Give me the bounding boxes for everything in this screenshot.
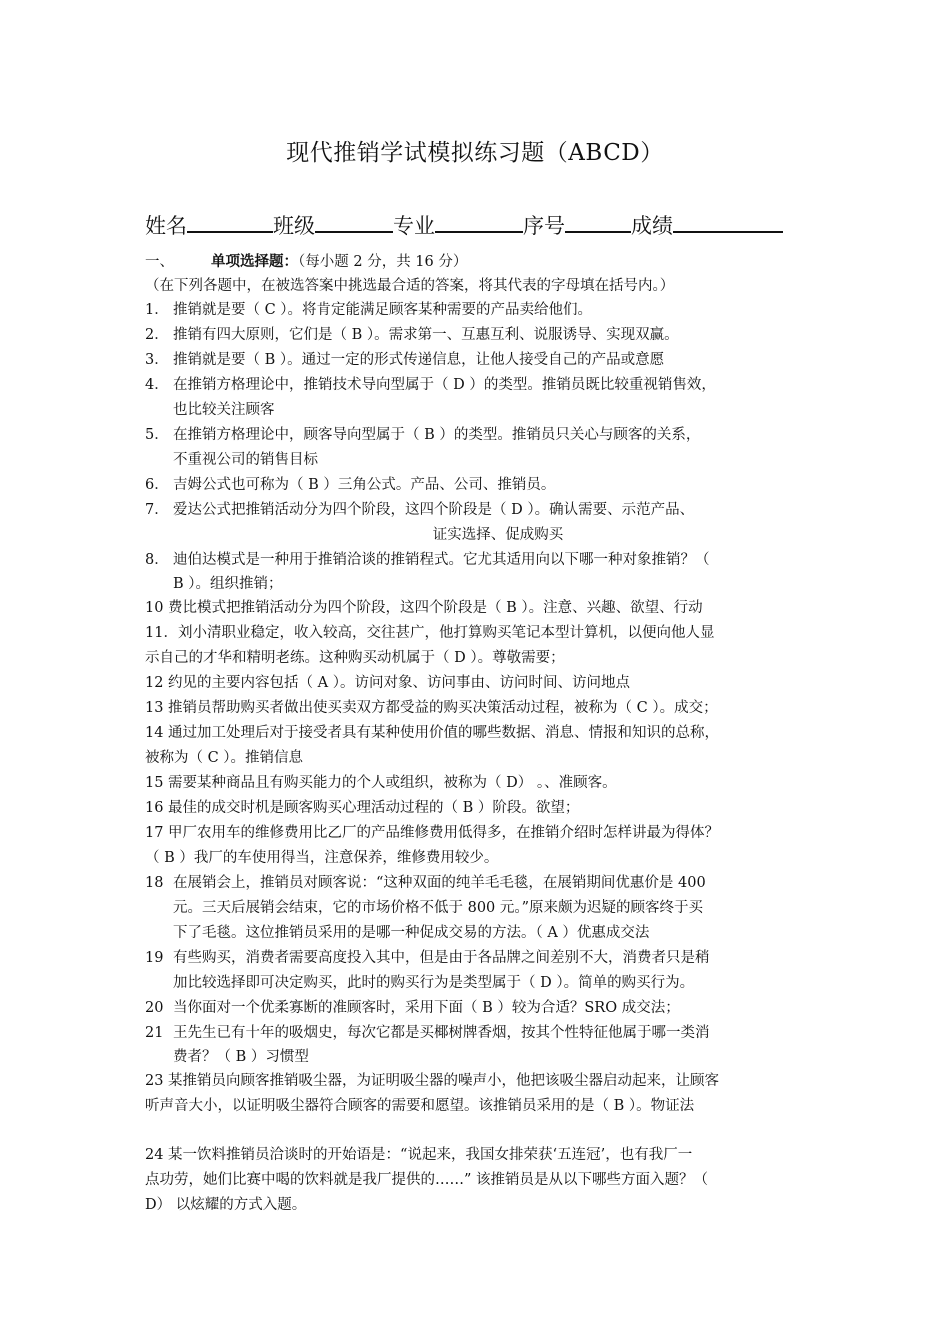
- seq-label: 序号: [523, 214, 565, 238]
- major-label: 专业: [393, 214, 435, 238]
- question-line: [145, 748, 825, 768]
- section-number: 一、: [145, 254, 174, 270]
- question-text: 被称为（ C ）。推销信息: [145, 750, 304, 766]
- question-line: [173, 898, 823, 918]
- question-text: 推销就是要（ B ）。通过一定的形式传递信息，让他人接受自己的产品或意愿: [173, 352, 665, 368]
- question-text: 23 某推销员向顾客推销吸尘器，为证明吸尘器的噪声小，他把该吸尘器启动起来，让顾客: [145, 1073, 720, 1089]
- question-line: [173, 450, 823, 470]
- question-number: 1．: [145, 302, 169, 318]
- question-text: 13 推销员帮助购买者做出使买卖双方都受益的购买决策活动过程，被称为（ C ）。成交；: [145, 700, 718, 716]
- question-text: 推销就是要（ C ）。将肯定能满足顾客某种需要的产品卖给他们。: [173, 302, 593, 318]
- question-text: 下了毛毯。这位推销员采用的是哪一种促成交易的方法。（ A ）优惠成交法: [173, 925, 650, 941]
- question-line: [145, 873, 825, 893]
- question-text: 迪伯达模式是一种用于推销洽谈的推销程式。它尤其适用向以下哪一种对象推销？（: [173, 552, 710, 568]
- major-blank: [435, 213, 523, 233]
- question-text: 费者？（ B ）习惯型: [173, 1049, 309, 1065]
- question-number: 4．: [145, 377, 169, 393]
- question-text: 爱达公式把推销活动分为四个阶段，这四个阶段是（ D ）。确认需要、示范产品、: [173, 502, 695, 518]
- question-text: 元。三天后展销会结束，它的市场价格不低于 800 元。”原来颇为迟疑的顾客终于买: [173, 900, 704, 916]
- question-line: [173, 923, 823, 943]
- question-line: [173, 400, 823, 420]
- question-line: [173, 1047, 823, 1067]
- question-line: [145, 1170, 825, 1190]
- class-blank: [315, 213, 393, 233]
- question-line: [145, 598, 825, 618]
- question-line: [173, 574, 823, 594]
- question-text: 12 约见的主要内容包括（ A ）。访问对象、访问事由、访问时间、访问地点: [145, 675, 630, 691]
- name-label: 姓名: [145, 214, 187, 238]
- question-line: [145, 1145, 825, 1165]
- question-text: 16 最佳的成交时机是顾客购买心理活动过程的（ B ）阶段。欲望；: [145, 800, 580, 816]
- seq-blank: [565, 213, 631, 233]
- question-line: [145, 425, 825, 445]
- question-text: 吉姆公式也可称为（ B ）三角公式。产品、公司、推销员。: [173, 477, 556, 493]
- question-line: [145, 300, 825, 320]
- question-line: [145, 1071, 825, 1091]
- question-line: [145, 848, 825, 868]
- question-text: 10 费比模式把推销活动分为四个阶段，这四个阶段是（ B ）。注意、兴趣、欲望、行动: [145, 600, 703, 616]
- question-line: [145, 673, 825, 693]
- question-text: 示自己的才华和精明老练。这种购买动机属于（ D ）。尊敬需要；: [145, 650, 565, 666]
- question-line: [145, 375, 825, 395]
- question-number: 2．: [145, 327, 169, 343]
- question-number: 21: [145, 1025, 164, 1041]
- student-info-line: [145, 210, 825, 240]
- page-title: 现代推销学试模拟练习题（ABCD）: [286, 140, 664, 166]
- question-line: [145, 475, 825, 495]
- question-number: 8．: [145, 552, 169, 568]
- question-text: D） 以炫耀的方式入题。: [145, 1197, 307, 1213]
- section-instruction: （在下列各题中，在被选答案中挑选最合适的答案，将其代表的字母填在括号内。）: [145, 278, 675, 294]
- score-label: 成绩: [631, 214, 673, 238]
- question-number: 19: [145, 950, 164, 966]
- question-text: 不重视公司的销售目标: [173, 452, 318, 468]
- question-text: 有些购买，消费者需要高度投入其中，但是由于各品牌之间差别不大，消费者只是稍: [173, 950, 710, 966]
- section-note: （每小题 2 分，共 16 分）: [298, 254, 468, 270]
- score-blank: [673, 213, 783, 233]
- question-text: 当你面对一个优柔寡断的准顾客时，采用下面（ B ）较为合适？SRO 成交法；: [173, 1000, 680, 1016]
- question-line: [145, 698, 825, 718]
- question-number: 18: [145, 875, 164, 891]
- question-line: [173, 973, 823, 993]
- question-text: 24 某一饮料推销员洽谈时的开始语是：“说起来，我国女排荣获‘五连冠’，也有我厂一: [145, 1147, 693, 1163]
- question-line: [145, 500, 825, 520]
- question-text: （ B ）我厂的车使用得当，注意保养，维修费用较少。: [145, 850, 499, 866]
- name-blank: [187, 213, 273, 233]
- question-line: [145, 350, 825, 370]
- question-text: 在推销方格理论中，顾客导向型属于（ B ）的类型。推销员只关心与顾客的关系，: [173, 427, 701, 443]
- section-title: 单项选择题：: [211, 253, 298, 270]
- question-text: 点功劳，她们比赛中喝的饮料就是我厂提供的……” 该推销员是从以下哪些方面入题？（: [145, 1172, 709, 1188]
- question-line: [145, 325, 825, 345]
- question-line: [145, 948, 825, 968]
- question-text: 在展销会上，推销员对顾客说：“这种双面的纯羊毛毛毯，在展销期间优惠价是 400: [173, 875, 706, 891]
- class-label: 班级: [273, 214, 315, 238]
- question-line: [145, 648, 825, 668]
- question-text: 加比较选择即可决定购买，此时的购买行为是类型属于（ D ）。简单的购买行为。: [173, 975, 695, 991]
- question-line: [145, 1195, 825, 1215]
- question-line: [145, 798, 825, 818]
- question-line: [145, 1023, 825, 1043]
- question-line: [145, 623, 825, 643]
- question-text: 在推销方格理论中，推销技术导向型属于（ D ）的类型。推销员既比较重视销售效，: [173, 377, 716, 393]
- question-line: [145, 723, 825, 743]
- question-line: [145, 550, 825, 570]
- question-text: 11．刘小清职业稳定，收入较高，交往甚广，他打算购买笔记本型计算机，以便向他人显: [145, 625, 715, 641]
- question-line: [145, 1096, 825, 1116]
- question-text: 听声音大小，以证明吸尘器符合顾客的需要和愿望。该推销员采用的是（ B ）。物证法: [145, 1098, 695, 1114]
- question-text: 推销有四大原则，它们是（ B ）。需求第一、互惠互利、说服诱导、实现双赢。: [173, 327, 679, 343]
- question-line: [0, 525, 950, 545]
- question-text: 17 甲厂农用车的维修费用比乙厂的产品维修费用低得多，在推销介绍时怎样讲最为得体？: [145, 825, 720, 841]
- question-text: 14 通过加工处理后对于接受者具有某种使用价值的哪些数据、消息、情报和知识的总称，: [145, 725, 720, 741]
- question-number: 3．: [145, 352, 169, 368]
- question-line: [145, 823, 825, 843]
- section-heading: [145, 252, 825, 272]
- question-number: 6．: [145, 477, 169, 493]
- question-line: [145, 998, 825, 1018]
- question-number: 5．: [145, 427, 169, 443]
- question-text: 证实选择、促成购买: [432, 527, 564, 543]
- question-number: 7．: [145, 502, 169, 518]
- question-text: 王先生已有十年的吸烟史，每次它都是买椰树牌香烟，按其个性特征他属于哪一类消: [173, 1025, 710, 1041]
- question-text: 也比较关注顾客: [173, 402, 275, 418]
- question-line: [145, 773, 825, 793]
- question-text: 15 需要某种商品且有购买能力的个人或组织，被称为（ D） 。、准顾客。: [145, 775, 617, 791]
- question-text: B ）。组织推销；: [173, 576, 283, 592]
- question-number: 20: [145, 1000, 164, 1016]
